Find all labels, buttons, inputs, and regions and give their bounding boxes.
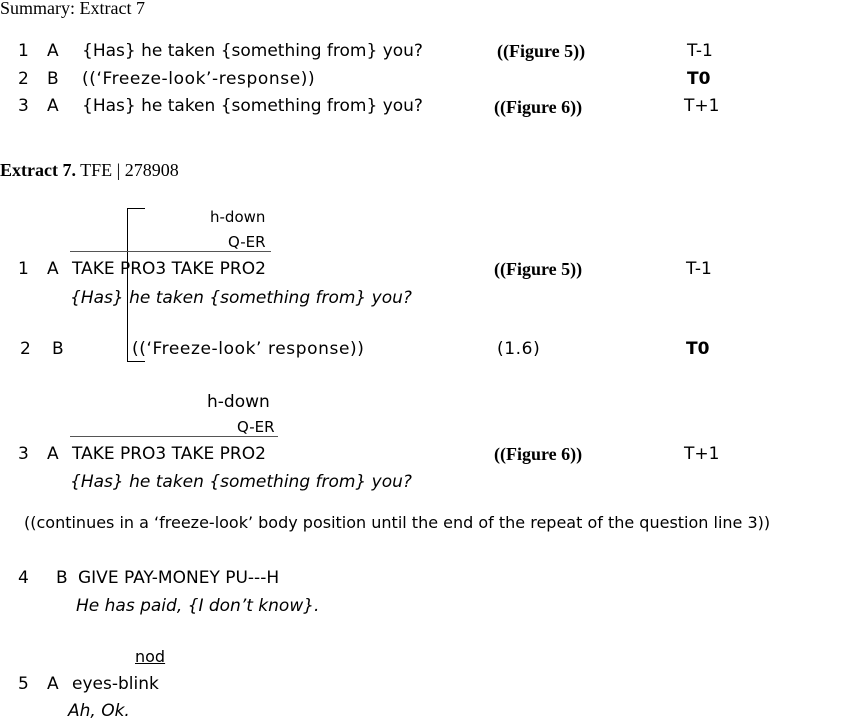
speaker: A [47, 259, 59, 279]
turn-label: T0 [687, 69, 711, 89]
translation: Ah, Ok. [68, 701, 130, 721]
figure-reference: ((Figure 5)) [494, 259, 583, 279]
annotation-scope-line [70, 251, 271, 252]
speaker: A [47, 444, 59, 464]
nonmanual-annotation: h-down [210, 208, 266, 226]
turn-label: T-1 [687, 41, 713, 61]
figure-reference: ((Figure 6)) [494, 444, 583, 464]
line-number: 3 [18, 96, 29, 116]
line-number: 5 [18, 674, 29, 694]
bracket-bottom-tick [127, 361, 145, 362]
utterance: ((‘Freeze-look’ response)) [132, 339, 365, 359]
annotation-scope-line [70, 436, 278, 437]
gloss: GIVE PAY-MONEY PU---H [78, 568, 280, 588]
figure-reference: ((Figure 5)) [497, 41, 586, 61]
extract-label: Extract 7. [0, 160, 76, 180]
translation: {Has} he taken {something from} you? [70, 288, 412, 308]
gloss: TAKE PRO3 TAKE PRO2 [72, 444, 266, 464]
nonmanual-annotation: h-down [207, 392, 270, 412]
extract-source: TFE | 278908 [80, 160, 179, 180]
line-number: 1 [18, 41, 29, 61]
translation: {Has} he taken {something from} you? [70, 472, 412, 492]
speaker: B [52, 339, 64, 359]
turn-label: T+1 [684, 444, 720, 464]
turn-label: T-1 [686, 259, 712, 279]
nonmanual-annotation: Q-ER [237, 418, 275, 436]
turn-label: T+1 [684, 96, 720, 116]
speaker: B [56, 568, 68, 588]
summary-heading: Summary: Extract 7 [0, 0, 145, 18]
pause-duration: (1.6) [497, 339, 541, 359]
line-number: 3 [18, 444, 29, 464]
utterance: {Has} he taken {something from} you? [82, 96, 423, 116]
utterance: {Has} he taken {something from} you? [82, 41, 423, 61]
utterance: ((‘Freeze-look’-response)) [82, 69, 316, 89]
speaker: A [47, 96, 59, 116]
translation: He has paid, {I don’t know}. [76, 596, 320, 616]
line-number: 2 [18, 69, 29, 89]
line-number: 4 [18, 568, 29, 588]
transcript-comment: ((continues in a ‘freeze-look’ body position until the end of the repeat of the question line 3)) [24, 513, 771, 532]
speaker: A [47, 674, 59, 694]
bracket-top-tick [127, 208, 145, 209]
gloss: eyes-blink [72, 674, 159, 694]
line-number: 2 [20, 339, 31, 359]
speaker: A [47, 41, 59, 61]
gloss: TAKE PRO3 TAKE PRO2 [72, 259, 266, 279]
line-number: 1 [18, 259, 29, 279]
speaker: B [47, 69, 59, 89]
overlap-bracket [127, 208, 128, 362]
extract-caption [0, 161, 179, 179]
turn-label: T0 [686, 339, 710, 359]
nonmanual-annotation: Q-ER [228, 233, 266, 251]
nonmanual-annotation: nod [135, 647, 166, 666]
figure-reference: ((Figure 6)) [494, 97, 583, 117]
